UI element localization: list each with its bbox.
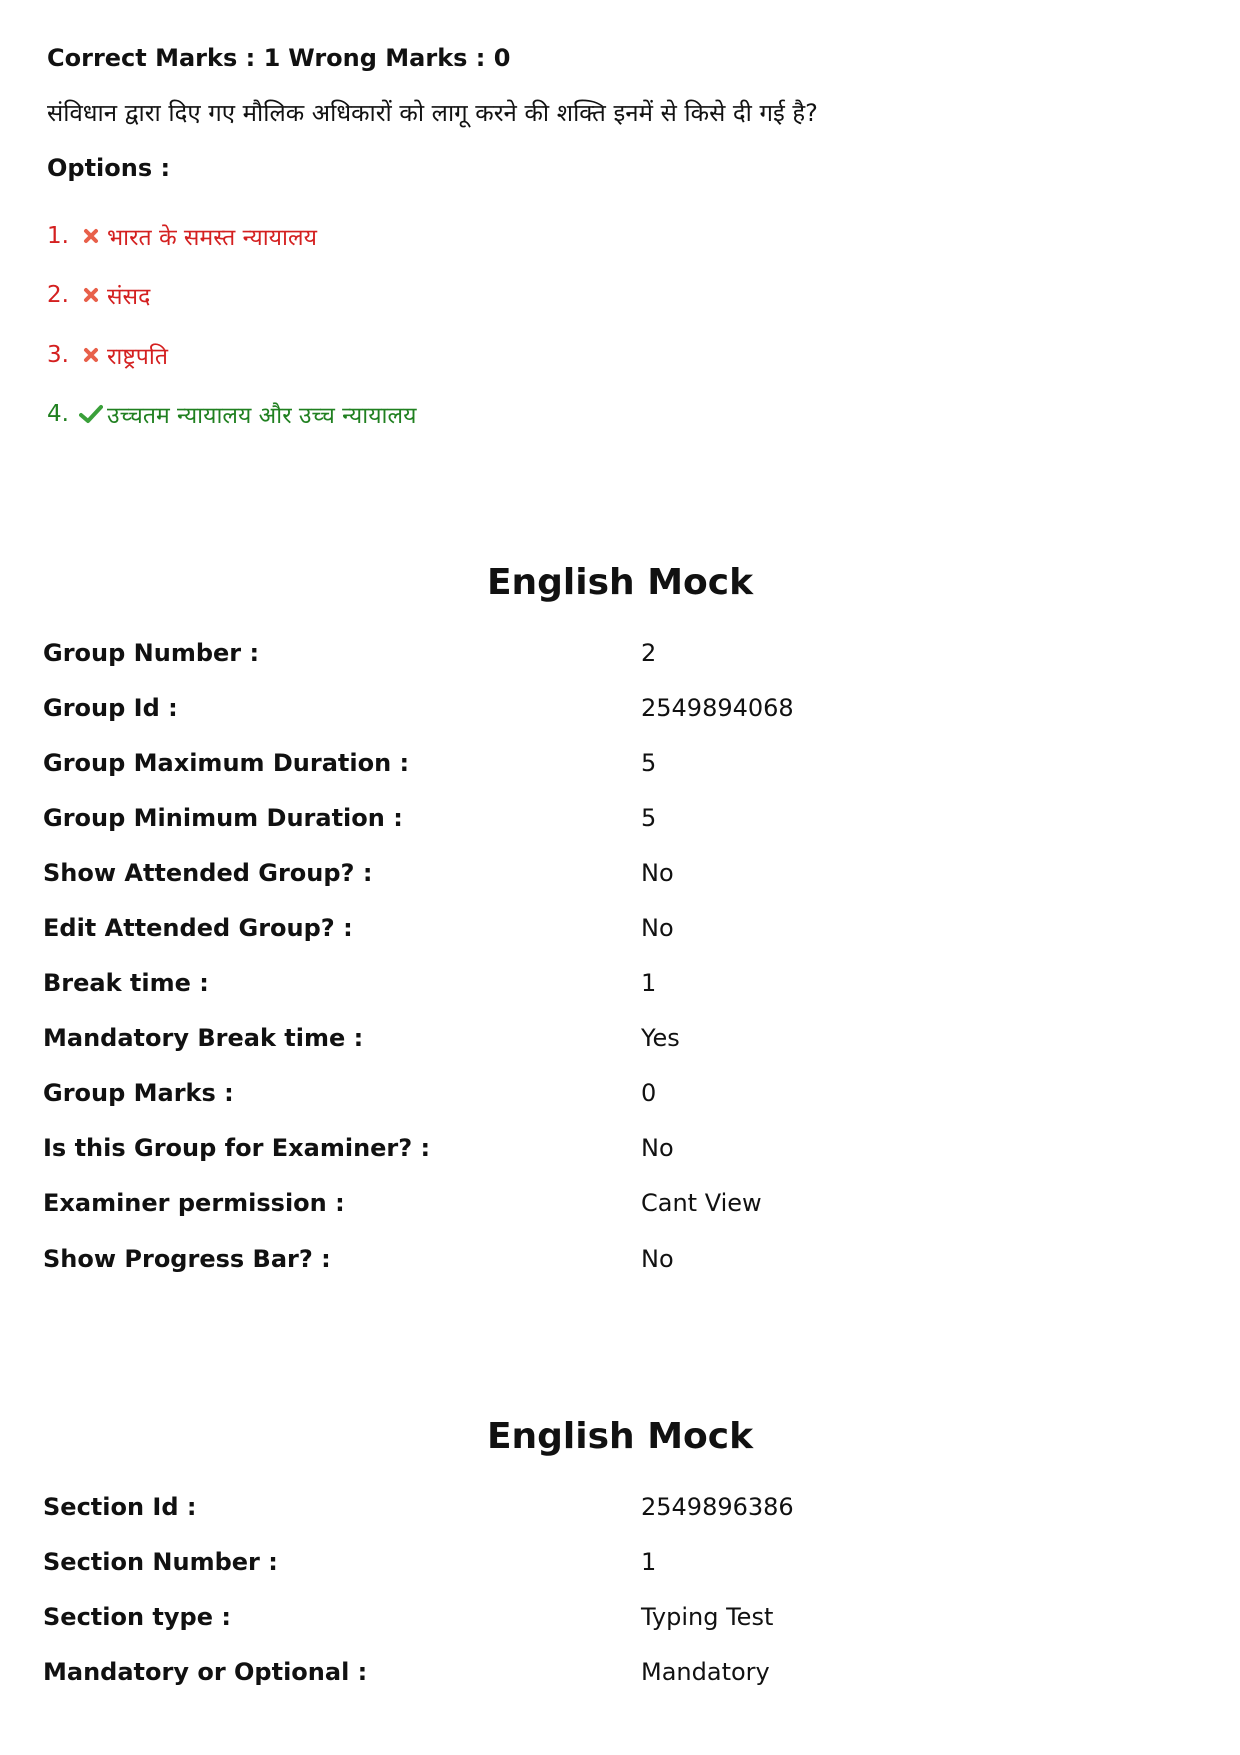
detail-row: [43, 1479, 1193, 1534]
detail-label: Is this Group for Examiner? :: [43, 1134, 431, 1163]
detail-value: 5: [641, 748, 657, 777]
cross-icon: [75, 287, 107, 303]
detail-row: [43, 1066, 1193, 1121]
detail-value: 1: [641, 969, 657, 998]
detail-row: [43, 680, 1193, 735]
detail-label: Edit Attended Group? :: [43, 914, 353, 943]
detail-value: No: [641, 858, 674, 887]
detail-value: 2549894068: [641, 693, 794, 722]
detail-value: 5: [641, 803, 657, 832]
option-3: [47, 325, 416, 385]
section-details: [43, 1479, 1193, 1699]
options-label: Options :: [47, 154, 171, 182]
detail-value: 1: [641, 1547, 657, 1576]
detail-row: [43, 1231, 1193, 1286]
detail-label: Section type :: [43, 1602, 231, 1631]
detail-row: [43, 790, 1193, 845]
detail-value: 2549896386: [641, 1492, 794, 1521]
detail-row: [43, 1589, 1193, 1644]
option-text: संसद: [107, 284, 151, 311]
option-1: [47, 206, 416, 266]
detail-label: Group Number :: [43, 638, 260, 667]
cross-icon: [75, 228, 107, 244]
detail-row: [43, 1121, 1193, 1176]
detail-label: Section Id :: [43, 1492, 197, 1521]
detail-label: Group Marks :: [43, 1079, 234, 1108]
option-2: [47, 266, 416, 326]
detail-value: No: [641, 1244, 674, 1273]
detail-label: Show Attended Group? :: [43, 858, 373, 887]
option-text: उच्चतम न्यायालय और उच्च न्यायालय: [107, 403, 417, 430]
question-text: संविधान द्वारा दिए गए मौलिक अधिकारों को लागू करने की शक्ति इनमें से किसे दी गई है?: [47, 99, 818, 127]
detail-label: Group Maximum Duration :: [43, 748, 410, 777]
detail-label: Mandatory or Optional :: [43, 1657, 368, 1686]
detail-row: [43, 1534, 1193, 1589]
marks-line: [47, 44, 510, 72]
detail-value: Yes: [641, 1024, 680, 1053]
option-number: 1.: [47, 222, 69, 249]
detail-row: [43, 625, 1193, 680]
detail-row: [43, 735, 1193, 790]
detail-row: [43, 1644, 1193, 1699]
group-section-title: English Mock: [486, 562, 754, 603]
option-number: 4.: [47, 401, 69, 428]
detail-row: [43, 956, 1193, 1011]
options-list: [47, 206, 416, 444]
detail-value: 0: [641, 1079, 657, 1108]
cross-icon: [75, 347, 107, 363]
detail-label: Mandatory Break time :: [43, 1024, 364, 1053]
correct-marks: Correct Marks : 1: [47, 44, 281, 72]
option-text: भारत के समस्त न्यायालय: [107, 224, 317, 251]
option-4: [47, 385, 416, 445]
option-number: 3.: [47, 341, 69, 368]
detail-row: [43, 845, 1193, 900]
option-text: राष्ट्रपति: [107, 343, 168, 370]
section-section-title: English Mock: [486, 1416, 754, 1457]
group-details: [43, 625, 1193, 1286]
wrong-marks: Wrong Marks : 0: [288, 44, 511, 72]
detail-label: Section Number :: [43, 1547, 278, 1576]
check-icon: [75, 404, 107, 424]
detail-label: Group Minimum Duration :: [43, 803, 403, 832]
detail-row: [43, 1176, 1193, 1231]
detail-value: Mandatory: [641, 1657, 770, 1686]
detail-label: Break time :: [43, 969, 209, 998]
detail-value: 2: [641, 638, 657, 667]
detail-label: Group Id :: [43, 693, 178, 722]
detail-label: Show Progress Bar? :: [43, 1244, 331, 1273]
detail-row: [43, 1011, 1193, 1066]
detail-value: No: [641, 1134, 674, 1163]
detail-value: Cant View: [641, 1189, 762, 1218]
detail-label: Examiner permission :: [43, 1189, 345, 1218]
detail-row: [43, 900, 1193, 955]
option-number: 2.: [47, 282, 69, 309]
detail-value: No: [641, 914, 674, 943]
detail-value: Typing Test: [641, 1602, 774, 1631]
